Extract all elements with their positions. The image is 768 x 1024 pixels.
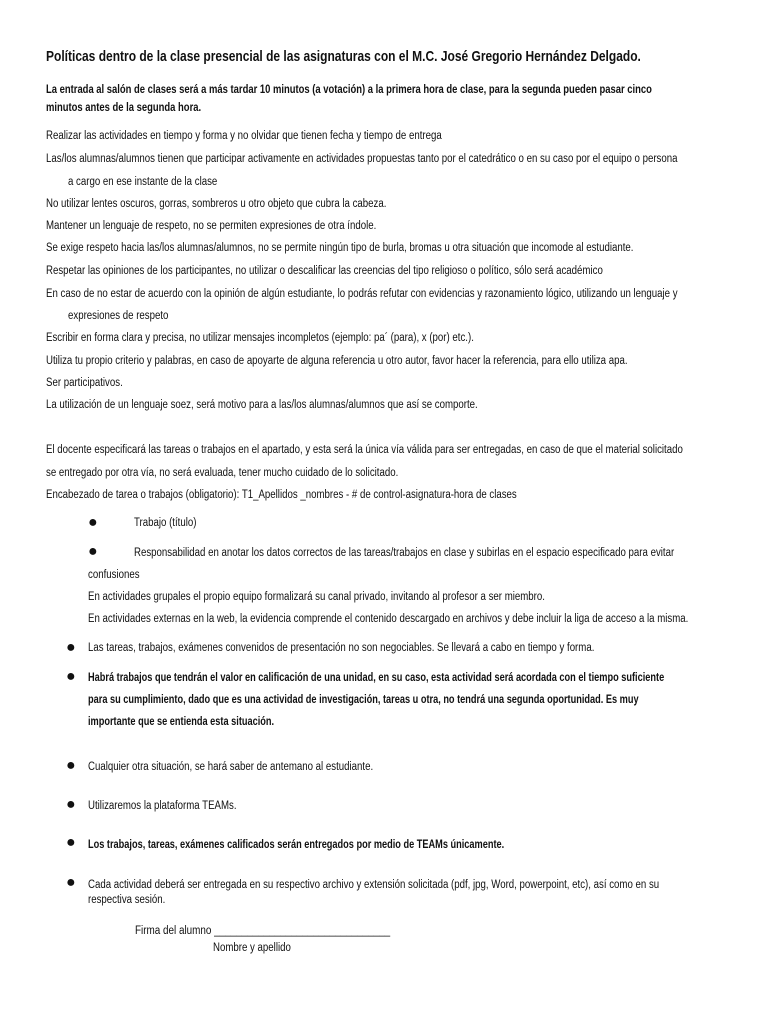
rule-item: Ser participativos. bbox=[46, 377, 123, 389]
rule-item-continued: a cargo en ese instante de la clase bbox=[68, 176, 218, 188]
bullet-icon: ● bbox=[66, 668, 76, 685]
bullet-item-bold: Los trabajos, tareas, exámenes calificados serán entregados por medio de TEAMs únicamente. bbox=[88, 839, 505, 851]
bullet-icon: ● bbox=[66, 757, 76, 774]
bullet-item-continued: respectiva sesión. bbox=[88, 894, 166, 906]
bullet-icon: ● bbox=[66, 796, 76, 813]
bullet-item: Utilizaremos la plataforma TEAMs. bbox=[88, 800, 237, 812]
bullet-icon: ● bbox=[88, 543, 98, 560]
rule-item: Respetar las opiniones de los participantes, no utilizar o descalificar las creencias del tipo religioso o político, sólo será académico bbox=[46, 265, 603, 277]
signature-line: Firma del alumno ________________________________ bbox=[135, 925, 391, 937]
intro-line: minutos antes de la segunda hora. bbox=[46, 102, 202, 114]
rule-item: Realizar las actividades en tiempo y forma y no olvidar que tienen fecha y tiempo de entrega bbox=[46, 130, 442, 142]
rule-item: En caso de no estar de acuerdo con la opinión de algún estudiante, lo podrás refutar con evidencias y razonamiento lógico, utilizando un lenguaje y bbox=[46, 288, 678, 300]
sub-bullet-continued: confusiones bbox=[88, 569, 140, 581]
rule-item: Utiliza tu propio criterio y palabras, en caso de apoyarte de alguna referencia u otro autor, favor hacer la referencia, para ello utiliza apa. bbox=[46, 355, 628, 367]
bullet-item-bold: importante que se entienda esta situación. bbox=[88, 716, 275, 728]
bullet-item-bold: Habrá trabajos que tendrán el valor en calificación de una unidad, en su caso, esta actividad será acordada con el tiempo suficiente bbox=[88, 672, 665, 684]
rule-item: Mantener un lenguaje de respeto, no se permiten expresiones de otra índole. bbox=[46, 220, 377, 232]
rule-item: Las/los alumnas/alumnos tienen que participar activamente en actividades propuestas tanto por el catedrático o en su caso por el equipo o persona bbox=[46, 153, 678, 165]
bullet-icon: ● bbox=[88, 514, 98, 531]
bullet-item-bold: para su cumplimiento, dado que es una actividad de investigación, tareas u otra, no tendrá una segunda oportunidad. Es muy bbox=[88, 694, 639, 706]
intro-paragraph bbox=[46, 81, 722, 117]
rule-item-continued: expresiones de respeto bbox=[68, 310, 169, 322]
bullet-item: Cada actividad deberá ser entregada en su respectivo archivo y extensión solicitada (pdf, jpg, Word, powerpoint, etc), así como en su bbox=[88, 879, 660, 891]
rule-item: La utilización de un lenguaje soez, será motivo para a las/los alumnas/alumnos que así se comporte. bbox=[46, 399, 478, 411]
page-title: Políticas dentro de la clase presencial de las asignaturas con el M.C. José Gregorio Hernández Delgado. bbox=[46, 48, 641, 65]
heading-format-line: Encabezado de tarea o trabajos (obligatorio): T1_Apellidos _nombres - # de control-asignatura-hora de clases bbox=[46, 489, 517, 501]
bullet-icon: ● bbox=[66, 874, 76, 891]
rule-item: Se exige respeto hacia las/los alumnas/alumnos, no se permite ningún tipo de burla, bromas u otra situación que incomode al estudiante. bbox=[46, 242, 634, 254]
intro-line: La entrada al salón de clases será a más tardar 10 minutos (a votación) a la primera hora de clase, para la segunda pueden pasar cinco bbox=[46, 84, 652, 96]
rule-item: Escribir en forma clara y precisa, no utilizar mensajes incompletos (ejemplo: pa´ (para), x (por) etc.). bbox=[46, 332, 474, 344]
signature-name-label: Nombre y apellido bbox=[213, 942, 291, 954]
docente-line: El docente especificará las tareas o trabajos en el apartado, y esta será la única vía válida para ser entregadas, en caso de que el material solicitado bbox=[46, 444, 683, 456]
bullet-item: Las tareas, trabajos, exámenes convenidos de presentación no son negociables. Se llevará a cabo en tiempo y forma. bbox=[88, 642, 595, 654]
bullet-icon: ● bbox=[66, 834, 76, 851]
sub-bullet-note: En actividades grupales el propio equipo formalizará su canal privado, invitando al profesor a ser miembro. bbox=[88, 591, 545, 603]
bullet-item: Cualquier otra situación, se hará saber de antemano al estudiante. bbox=[88, 761, 374, 773]
sub-bullet-item: Trabajo (título) bbox=[134, 517, 197, 529]
docente-line: se entregado por otra vía, no será evaluada, tener mucho cuidado de lo solicitado. bbox=[46, 467, 399, 479]
sub-bullet-note: En actividades externas en la web, la evidencia comprende el contenido descargado en archivos y debe incluir la liga de acceso a la misma. bbox=[88, 613, 689, 625]
sub-bullet-item: Responsabilidad en anotar los datos correctos de las tareas/trabajos en clase y subirlas en el espacio especificado para evitar bbox=[134, 547, 675, 559]
bullet-icon: ● bbox=[66, 639, 76, 656]
rule-item: No utilizar lentes oscuros, gorras, sombreros u otro objeto que cubra la cabeza. bbox=[46, 198, 387, 210]
